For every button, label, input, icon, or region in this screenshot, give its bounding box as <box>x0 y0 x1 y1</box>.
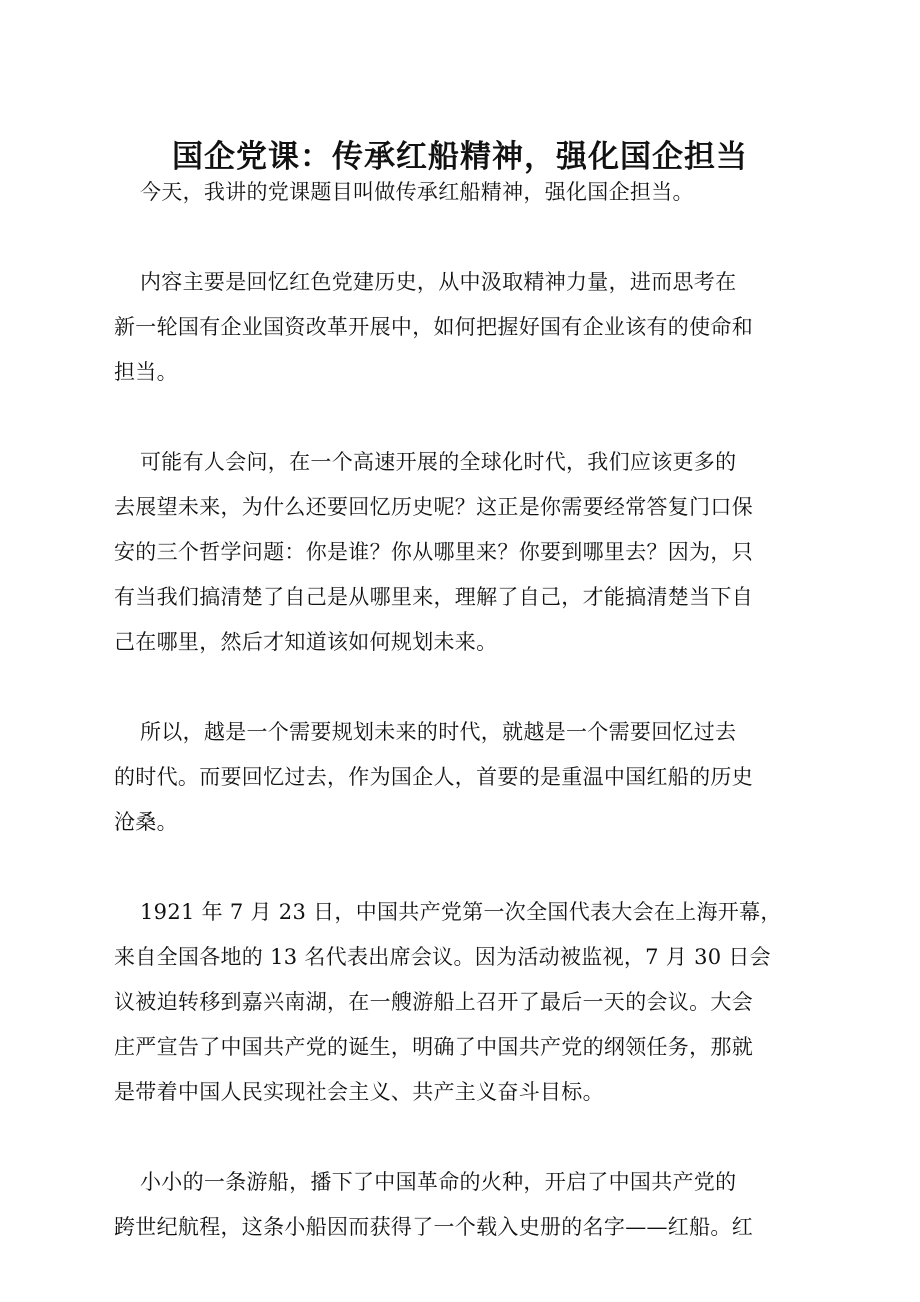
text-line: 小小的一条游船，播下了中国革命的火种，开启了中国共产党的 <box>140 1170 737 1194</box>
text-line: 跨世纪航程，这条小船因而获得了一个载入史册的名字——红船。红 <box>114 1215 753 1239</box>
text-line: 有当我们搞清楚了自己是从哪里来，理解了自己，才能搞清楚当下自 <box>114 585 753 609</box>
text-line: 己在哪里，然后才知道该如何规划未来。 <box>114 630 498 654</box>
text-line: 担当。 <box>114 360 178 384</box>
text-line: 的时代。而要回忆过去，作为国企人，首要的是重温中国红船的历史 <box>114 765 753 789</box>
paragraph <box>114 1160 830 1250</box>
text-line: 沧桑。 <box>114 810 178 834</box>
text-line: 来自全国各地的 13 名代表出席会议。因为活动被监视，7 月 30 日会 <box>114 945 771 969</box>
text-line: 内容主要是回忆红色党建历史，从中汲取精神力量，进而思考在 <box>140 270 737 294</box>
text-line: 今天，我讲的党课题目叫做传承红船精神，强化国企担当。 <box>140 180 694 204</box>
text-line: 庄严宣告了中国共产党的诞生，明确了中国共产党的纲领任务，那就 <box>114 1035 753 1059</box>
text-line: 所以，越是一个需要规划未来的时代，就越是一个需要回忆过去 <box>140 720 737 744</box>
paragraph <box>114 260 830 395</box>
text-line: 安的三个哲学问题：你是谁？你从哪里来？你要到哪里去？因为，只 <box>114 540 753 564</box>
document-title: 国企党课：传承红船精神，强化国企担当 <box>172 139 748 175</box>
text-line: 新一轮国有企业国资改革开展中，如何把握好国有企业该有的使命和 <box>114 315 753 339</box>
paragraph <box>114 890 830 1115</box>
document-body <box>114 170 830 1295</box>
paragraph <box>114 170 830 215</box>
paragraph <box>114 710 830 845</box>
paragraph <box>114 440 830 665</box>
text-line: 可能有人会问，在一个高速开展的全球化时代，我们应该更多的 <box>140 450 737 474</box>
text-line: 是带着中国人民实现社会主义、共产主义奋斗目标。 <box>114 1080 604 1104</box>
text-line: 议被迫转移到嘉兴南湖，在一艘游船上召开了最后一天的会议。大会 <box>114 990 753 1014</box>
text-line: 去展望未来，为什么还要回忆历史呢？这正是你需要经常答复门口保 <box>114 495 753 519</box>
text-line: 1921 年 7 月 23 日，中国共产党第一次全国代表大会在上海开幕， <box>140 900 782 924</box>
